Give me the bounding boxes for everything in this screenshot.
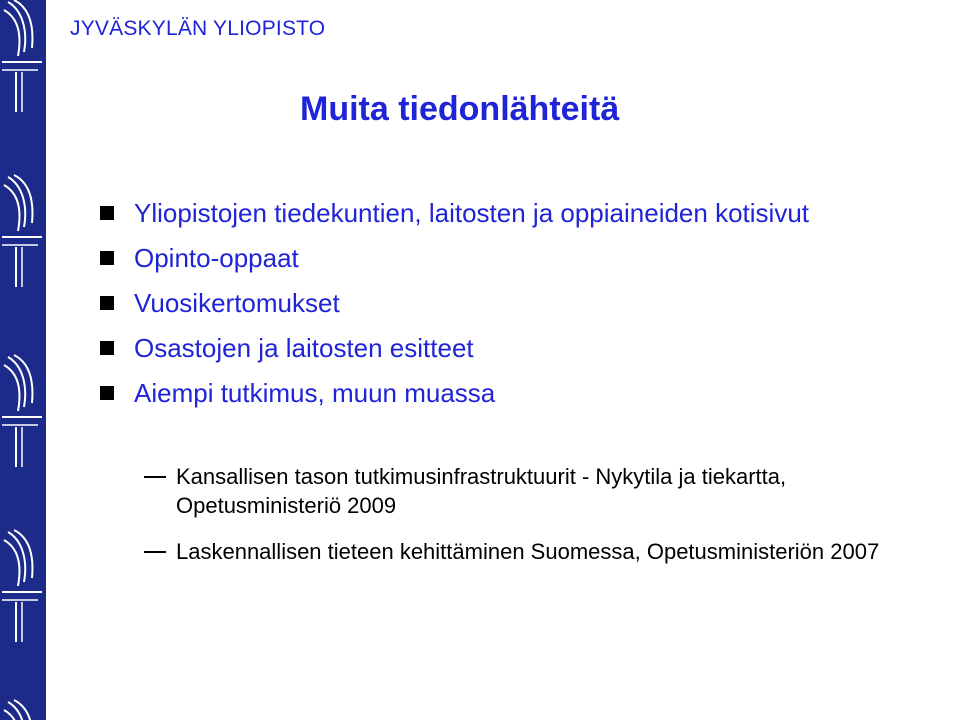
bullet-text: Yliopistojen tiedekuntien, laitosten ja oppiaineiden kotisivut: [134, 198, 809, 228]
bullet-item: [96, 241, 936, 275]
bullet-text: Osastojen ja laitosten esitteet: [134, 333, 474, 363]
university-name: JYVÄSKYLÄN YLIOPISTO: [70, 17, 326, 40]
bullet-item: [96, 331, 936, 365]
bullet-item: [96, 286, 936, 320]
bullet-list: [96, 196, 936, 421]
dash-bullet-icon: [144, 551, 166, 553]
bullet-item: [96, 376, 936, 410]
sidebar-logo-pattern-icon: [0, 0, 46, 720]
sub-bullet-list: [96, 462, 916, 583]
bullet-text: Aiempi tutkimus, muun muassa: [134, 378, 496, 408]
slide-title: Muita tiedonlähteitä: [300, 90, 620, 128]
square-bullet-icon: [100, 341, 114, 355]
square-bullet-icon: [100, 386, 114, 400]
sub-bullet-item: [96, 462, 916, 520]
bullet-text: Vuosikertomukset: [134, 288, 340, 318]
square-bullet-icon: [100, 251, 114, 265]
square-bullet-icon: [100, 206, 114, 220]
sub-bullet-text: Kansallisen tason tutkimusinfrastruktuurit - Nykytila ja tiekartta, Opetusministeriö 2009: [176, 464, 787, 518]
bullet-text: Opinto-oppaat: [134, 243, 299, 273]
bullet-item: [96, 196, 936, 230]
sub-bullet-item: [96, 537, 916, 566]
dash-bullet-icon: [144, 476, 166, 478]
square-bullet-icon: [100, 296, 114, 310]
sub-bullet-text: Laskennallisen tieteen kehittäminen Suomessa, Opetusministeriön 2007: [176, 539, 880, 564]
